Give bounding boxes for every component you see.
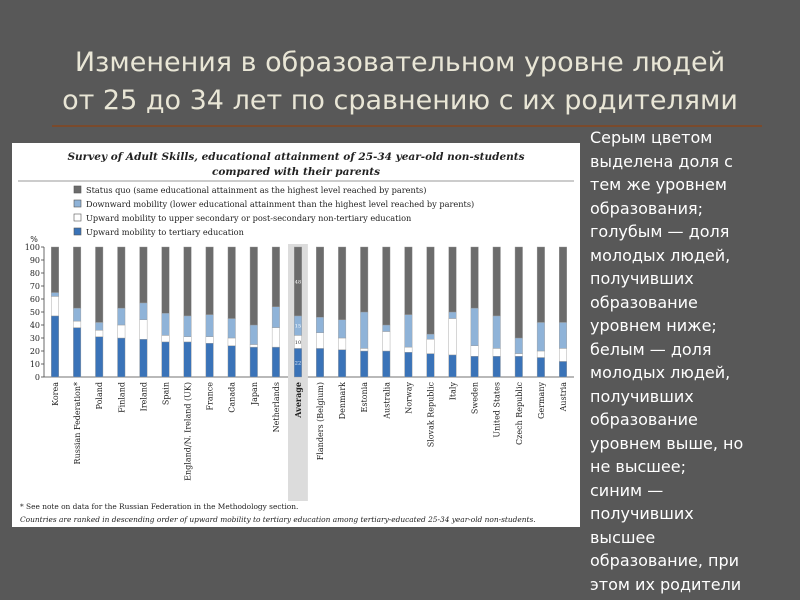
x-category-label: Austria [558,382,568,412]
bar-segment [228,319,236,339]
slide-description-line: не высшее; [590,457,686,476]
bar-segment [471,356,479,377]
chart-figure [12,143,580,527]
x-category-label: Ireland [139,382,149,412]
bar-segment [449,312,457,319]
bar-segment [316,247,324,317]
bar-segment [228,247,236,319]
bar-segment [228,346,236,377]
slide-description-line: молодых людей, [590,245,731,265]
bar-segment [383,332,391,352]
stacked-bar-chart [12,143,580,527]
slide-description-line: образования; [590,198,704,218]
x-category-label: Estonia [360,382,370,413]
bar-segment [250,325,258,345]
y-tick-label: 40 [29,321,40,330]
bar-segment [471,346,479,356]
bar-segment [250,345,258,348]
bar-segment [449,319,457,355]
bar-segment [118,308,126,325]
bar-segment [537,247,545,322]
bar-segment [338,338,346,350]
bar-segment [383,351,391,377]
x-category-label: Poland [95,382,105,410]
bar-segment [405,247,413,315]
bar-segment [118,247,126,308]
slide-description [590,126,795,600]
slide-description-line: получивших [590,269,694,288]
x-category-label: United States [492,382,502,438]
x-category-label: Denmark [338,382,348,420]
x-category-label: Czech Republic [514,381,524,445]
bar-segment [51,293,59,297]
bar-segment [140,247,148,303]
bar-segment [449,355,457,377]
bar-segment [95,247,103,322]
bar-segment [559,361,567,377]
slide-description-line: выделена доля с [590,151,733,171]
bar-segment [272,347,280,377]
slide-description-line: Серым цветом [590,128,713,147]
y-tick-label: 90 [29,256,40,265]
bar-segment [383,247,391,325]
bar-segment [162,342,170,377]
chart-footnote: Countries are ranked in descending order of upward mobility to tertiary education among tertiary-educated 25-34 year-old non-students. [20,515,536,524]
bar-segment [360,348,368,351]
x-category-label: Spain [161,382,171,406]
bar-segment [559,348,567,361]
x-category-label: Australia [382,382,392,419]
bar-segment [537,322,545,351]
bar-segment [140,320,148,340]
bar-segment [51,247,59,293]
y-axis-label: % [30,235,38,244]
x-category-label: England/N. Ireland (UK) [183,382,193,481]
x-category-label: France [205,382,215,411]
bar-segment [316,348,324,377]
x-category-label: Japan [249,382,259,406]
bar-segment [405,315,413,348]
slide-title-line-2: от 25 до 34 лет по сравнению с их родителями [62,85,738,116]
bar-segment [316,317,324,333]
slide-description-line: синим — [590,480,664,500]
bar-segment [493,316,501,349]
bar-segment [515,356,523,377]
bar-segment [73,328,81,377]
slide-description-line: образование [590,292,698,312]
slide-title [0,44,800,120]
average-data-label: 15 [294,323,302,330]
y-tick-label: 20 [29,347,40,356]
bar-segment [360,351,368,377]
bar-segment [95,337,103,377]
slide-description-line: белым — доля [590,339,712,359]
x-category-label: Finland [117,382,127,413]
bar-segment [427,339,435,353]
bar-segment [471,247,479,308]
y-tick-label: 30 [29,334,40,343]
y-tick-label: 70 [29,282,40,291]
bar-segment [206,343,214,377]
bar-segment [95,322,103,330]
bar-segment [51,316,59,377]
bar-segment [73,247,81,308]
bar-segment [272,328,280,348]
y-tick-label: 80 [29,269,40,278]
bar-segment [515,247,523,338]
legend-swatch [74,228,81,235]
bar-segment [427,354,435,377]
legend-swatch [74,214,81,221]
bar-segment [338,247,346,320]
bar-segment [338,320,346,338]
bar-segment [316,333,324,349]
legend-label: Downward mobility (lower educational attainment than the highest level reached by parents) [86,199,475,209]
y-tick-label: 10 [29,360,40,369]
x-category-label: Germany [536,382,546,419]
bar-segment [559,247,567,322]
bar-segment [493,348,501,356]
bar-segment [206,315,214,337]
slide-description-line: образование [590,410,698,429]
x-category-label: Canada [227,382,237,413]
chart-title: Survey of Adult Skills, educational attainment of 25-34 year-old non-students [67,151,525,163]
x-category-label: Average [292,382,303,418]
bar-segment [493,356,501,377]
x-category-label: Sweden [470,382,480,415]
bar-segment [228,338,236,346]
slide-description-line: получивших [590,386,694,406]
x-category-label: Korea [51,382,61,406]
x-category-label: Italy [448,382,458,401]
bar-segment [184,316,192,337]
x-category-label: Norway [404,382,414,414]
slide-description-line: тем же уровнем [590,175,727,194]
slide-description-line: этом их родители [590,574,742,594]
bar-segment [338,350,346,377]
bar-segment [515,338,523,354]
y-tick-label: 0 [34,373,40,382]
bar-segment [449,247,457,312]
slide-description-line: высшее [590,527,656,547]
y-tick-label: 100 [24,243,40,252]
y-tick-label: 50 [29,308,40,317]
slide-title-line-1: Изменения в образовательном уровне людей [74,47,726,78]
bar-segment [383,325,391,332]
bar-segment [140,303,148,320]
bar-segment [537,358,545,378]
bar-segment [140,339,148,377]
slide-description-line: голубым — доля [590,222,730,241]
bar-segment [184,342,192,377]
legend-swatch [74,200,81,207]
bar-segment [206,247,214,315]
slide-description-line: получивших [590,504,694,523]
bar-segment [206,337,214,344]
bar-segment [184,337,192,342]
average-data-label: 48 [294,279,302,286]
chart-subtitle: compared with their parents [211,166,381,178]
y-tick-label: 60 [29,295,40,304]
bar-segment [95,330,103,337]
bar-segment [272,247,280,307]
bar-segment [73,308,81,321]
legend-label: Upward mobility to tertiary education [86,227,244,237]
slide-description-line: уровнем выше, но [590,433,744,453]
average-data-label: 10 [294,339,302,346]
bar-segment [184,247,192,316]
legend-label: Status quo (same educational attainment as the highest level reached by parents) [86,185,427,195]
x-category-label: Flanders (Belgium) [316,382,326,461]
bar-segment [51,296,59,316]
bar-segment [405,352,413,377]
bar-segment [73,321,81,328]
bar-segment [559,322,567,348]
bar-segment [493,247,501,316]
slide-description-line: уровнем ниже; [590,316,717,335]
x-category-label: Slovak Republic [426,382,436,448]
legend-label: Upward mobility to upper secondary or post-secondary non-tertiary education [86,213,412,223]
bar-segment [250,347,258,377]
bar-segment [250,247,258,325]
bar-segment [118,338,126,377]
bar-segment [471,308,479,346]
x-category-label: Netherlands [271,382,281,433]
bar-segment [118,325,126,338]
bar-segment [427,247,435,334]
slide-description-line: молодых людей, [590,363,731,382]
bar-segment [405,347,413,352]
bar-segment [162,335,170,342]
x-category-label: Russian Federation* [73,382,83,465]
bar-segment [427,334,435,339]
bar-segment [515,354,523,357]
average-data-label: 22 [294,360,302,367]
chart-footnote: * See note on data for the Russian Federation in the Methodology section. [20,502,299,511]
bar-segment [537,351,545,358]
bar-segment [162,247,170,313]
bar-segment [162,313,170,335]
bar-segment [272,307,280,328]
legend-swatch [74,186,81,193]
slide-description-line: образование, при [590,551,740,570]
bar-segment [360,247,368,312]
bar-segment [360,312,368,348]
